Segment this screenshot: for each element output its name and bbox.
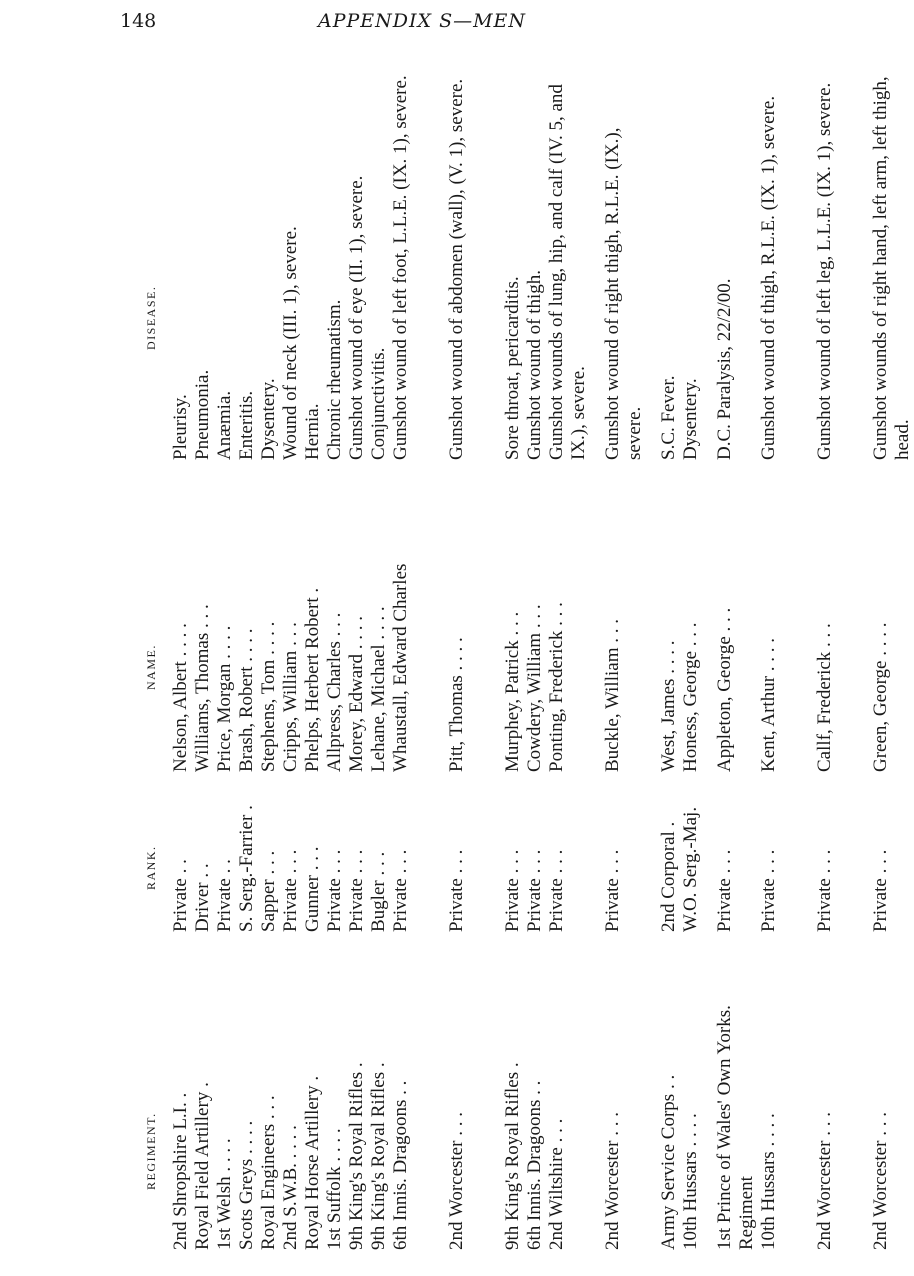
regiment-cell: 2nd Worcester . . .: [870, 1112, 891, 1250]
regiment-cell: 2nd Worcester . . .: [814, 1112, 835, 1250]
regiment-cell: Royal Engineers . . .: [258, 1095, 279, 1250]
regiment-cell: 1st Prince of Wales' Own Yorks. Regiment: [714, 1005, 757, 1250]
name-cell: Honess, George . . .: [680, 622, 701, 772]
disease-cell: Gunshot wound of thigh, R.L.E. (IX. 1), severe.: [758, 95, 779, 460]
regiment-cell: 6th Innis. Dragoons . .: [390, 1080, 411, 1250]
rank-cell: Private . . .: [602, 849, 623, 932]
name-cell: Green, George . . . .: [870, 622, 891, 772]
table-row: [390, 70, 434, 1250]
regiment-cell: 2nd S.W.B. . . . .: [280, 1125, 301, 1250]
disease-cell: Gunshot wound of left foot, L.L.E. (IX. 1), severe.: [390, 75, 411, 460]
rank-cell: Private . . .: [280, 849, 301, 932]
regiment-cell: Scots Greys . . . .: [236, 1120, 257, 1250]
disease-cell: Sore throat, pericarditis.: [502, 276, 523, 460]
disease-cell: Enteritis.: [236, 390, 257, 460]
name-cell: Stephens, Tom . . . .: [258, 621, 279, 772]
table-row: [324, 70, 346, 1250]
column-header-regiment: REGIMENT.: [144, 1112, 158, 1190]
table-row: [546, 70, 590, 1250]
regiment-cell: 2nd Worcester . . .: [602, 1112, 623, 1250]
table-row: [680, 70, 702, 1250]
name-cell: Cripps, William . . .: [280, 622, 301, 772]
rank-cell: 2nd Corporal .: [658, 821, 679, 932]
table-row: [192, 70, 214, 1250]
name-cell: Cowdery, William . . .: [524, 604, 545, 772]
disease-cell: Gunshot wound of right thigh, R.L.E. (IX.), severe.: [602, 127, 645, 460]
rank-cell: Driver . .: [192, 863, 213, 932]
name-cell: Appleton, George . . .: [714, 607, 735, 772]
name-cell: Phelps, Herbert Robert .: [302, 587, 323, 772]
table-row: [502, 70, 524, 1250]
disease-cell: Gunshot wounds of lung, hip, and calf (IV. 5, and IX.), severe.: [546, 84, 589, 460]
rank-cell: Private . .: [214, 859, 235, 932]
table-row: [758, 70, 802, 1250]
disease-cell: Gunshot wound of abdomen (wall), (V. 1), severe.: [446, 78, 467, 460]
regiment-cell: 1st Suffolk . . . .: [324, 1128, 345, 1250]
rank-cell: Private . . .: [546, 849, 567, 932]
name-cell: Price, Morgan . . . .: [214, 625, 235, 772]
rank-cell: Private . . .: [714, 849, 735, 932]
name-cell: Brash, Robert . . . .: [236, 628, 257, 772]
name-cell: Allpress, Charles . . .: [324, 612, 345, 772]
name-cell: Williams, Thomas . . .: [192, 604, 213, 772]
regiment-cell: 10th Hussars . . . .: [680, 1113, 701, 1250]
name-cell: Lehane, Michael . . . .: [368, 606, 389, 772]
rank-cell: Private . . .: [814, 849, 835, 932]
disease-cell: Conjunctivitis.: [368, 347, 389, 460]
table-row: [368, 70, 390, 1250]
table-row: [236, 70, 258, 1250]
table-row: [280, 70, 302, 1250]
regiment-cell: Army Service Corps . .: [658, 1074, 679, 1250]
running-title: APPENDIX S—MEN: [318, 10, 527, 32]
column-headers: [140, 70, 166, 1250]
table-row: [170, 70, 192, 1250]
rank-cell: Private . . .: [390, 849, 411, 932]
rank-cell: Private . .: [170, 859, 191, 932]
rank-cell: Private . . .: [502, 849, 523, 932]
rank-cell: Private . . .: [524, 849, 545, 932]
disease-cell: Gunshot wound of left leg, L.L.E. (IX. 1), severe.: [814, 82, 835, 460]
regiment-cell: 9th King's Royal Rifles .: [346, 1062, 367, 1250]
disease-cell: Pleurisy.: [170, 394, 191, 460]
regiment-cell: 2nd Wiltshire . . .: [546, 1118, 567, 1250]
table-row: [258, 70, 280, 1250]
regiment-cell: Royal Field Artillery .: [192, 1082, 213, 1250]
rank-cell: Sapper . . .: [258, 850, 279, 932]
column-header-rank: RANK.: [144, 845, 158, 890]
name-cell: Murphey, Patrick . . .: [502, 611, 523, 772]
disease-cell: D.C. Paralysis, 22/2/00.: [714, 278, 735, 460]
rank-cell: S. Serg.-Farrier .: [236, 805, 257, 932]
rank-cell: Private . . .: [870, 849, 891, 932]
rank-cell: Gunner . . .: [302, 846, 323, 932]
disease-cell: Wound of neck (III. 1), severe.: [280, 226, 301, 460]
regiment-cell: 6th Innis. Dragoons . .: [524, 1080, 545, 1250]
regiment-cell: 2nd Worcester . . .: [446, 1112, 467, 1250]
rank-cell: W.O. Serg.-Maj.: [680, 806, 701, 932]
disease-cell: Gunshot wounds of right hand, left arm, left thigh, head.: [870, 76, 913, 460]
name-cell: Pitt, Thomas . . . .: [446, 637, 467, 772]
rank-cell: Bugler . . .: [368, 851, 389, 932]
table-row: [302, 70, 324, 1250]
name-cell: Nelson, Albert . . . .: [170, 623, 191, 772]
rank-cell: Private . . .: [346, 849, 367, 932]
column-header-name: NAME.: [144, 644, 158, 690]
name-cell: Callf, Frederick . . .: [814, 623, 835, 772]
name-cell: Morey, Edward . . . .: [346, 615, 367, 772]
name-cell: Whaustall, Edward Charles: [390, 563, 411, 772]
table-row: [870, 70, 914, 1250]
name-cell: Kent, Arthur . . . .: [758, 637, 779, 772]
regiment-cell: 2nd Shropshire L.I. .: [170, 1092, 191, 1250]
table-row: [524, 70, 546, 1250]
rank-cell: Private . . .: [758, 849, 779, 932]
disease-cell: Anæmia.: [214, 390, 235, 460]
disease-cell: Gunshot wound of thigh.: [524, 270, 545, 460]
running-head: [0, 0, 801, 50]
rank-cell: Private . . .: [446, 849, 467, 932]
regiment-cell: 9th King's Royal Rifles .: [502, 1062, 523, 1250]
regiment-cell: 10th Hussars . . . .: [758, 1113, 779, 1250]
regiment-cell: 9th King's Royal Rifles .: [368, 1062, 389, 1250]
disease-cell: Pneumonia.: [192, 369, 213, 460]
regiment-cell: Royal Horse Artillery .: [302, 1075, 323, 1250]
disease-cell: S.C. Fever.: [658, 375, 679, 460]
table-row: [714, 70, 758, 1250]
disease-cell: Hernia.: [302, 403, 323, 460]
name-cell: West, James . . . .: [658, 640, 679, 772]
disease-cell: Dysentery.: [258, 378, 279, 460]
regiment-cell: 1st Welsh . . . .: [214, 1138, 235, 1250]
name-cell: Ponting, Frederick . . .: [546, 602, 567, 772]
casualty-table: [140, 70, 913, 1250]
table-row: [658, 70, 680, 1250]
page-number: 148: [120, 10, 157, 32]
disease-cell: Dysentery.: [680, 378, 701, 460]
disease-cell: Chronic rheumatism.: [324, 299, 345, 460]
table-row: [446, 70, 490, 1250]
disease-cell: Gunshot wound of eye (II. 1), severe.: [346, 175, 367, 460]
table-body: [170, 70, 914, 1250]
table-row: [346, 70, 368, 1250]
table-row: [814, 70, 858, 1250]
table-row: [214, 70, 236, 1250]
name-cell: Buckle, William . . .: [602, 619, 623, 772]
rank-cell: Private . . .: [324, 849, 345, 932]
column-header-disease: DISEASE.: [144, 285, 158, 350]
table-row: [602, 70, 646, 1250]
